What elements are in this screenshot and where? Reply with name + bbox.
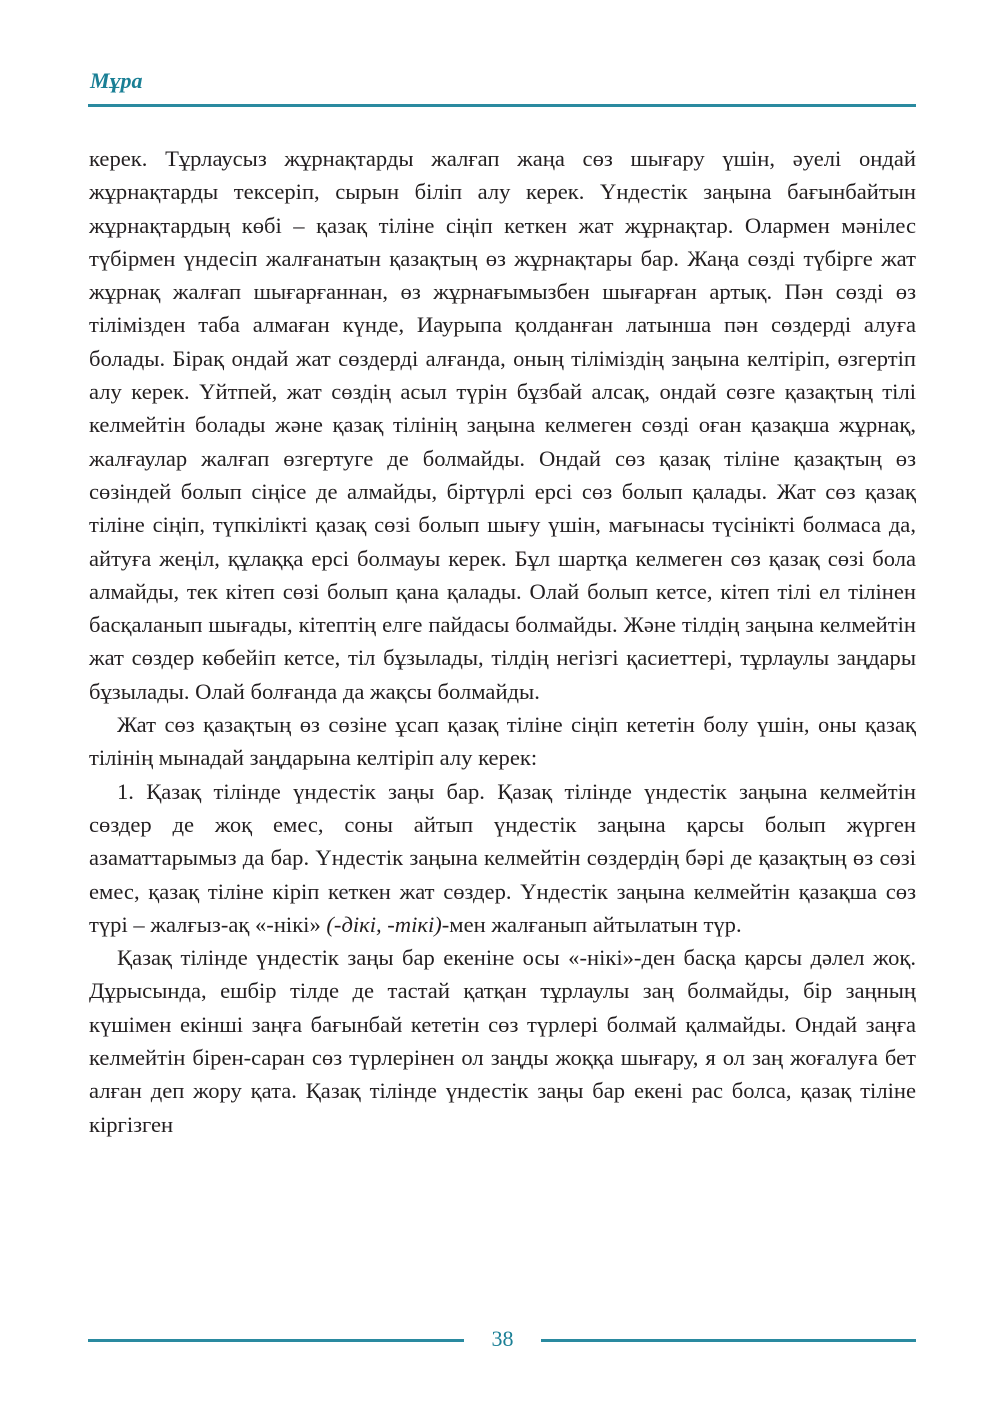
paragraph-italic-text: (-дікі, -тікі) bbox=[326, 911, 442, 937]
paragraph bbox=[89, 775, 916, 941]
footer-rule-left bbox=[88, 1339, 464, 1342]
paragraph-text: -мен жалғанып айтылатын түр. bbox=[441, 911, 742, 937]
page-number: 38 bbox=[491, 1326, 514, 1351]
header-rule bbox=[88, 104, 916, 107]
running-header-title: Мұра bbox=[90, 68, 143, 93]
paragraph: керек. Тұрлаусыз жұрнақтарды жалғап жаңа сөз шығару үшін, әуелі ондай жұрнақтарды тексеріп, сырын біліп алу керек. Үндестік заңына бағынбайтын жұрнақтардың көбі – қазақ тіліне сіңіп кеткен жат жұрнақтар. Олармен мәнілес түбірмен үндесіп жалғанатын қазақтың өз жұрнақтары бар. Жаңа сөзді түбірге жат жұрнақ жалғап шығарғаннан, өз жұрнағымызбен шығарған артық. Пән сөзді өз тілімізден таба алмаған күнде, Иаурыпа қолданған латынша пән сөздерді алуға болады. Бірақ ондай жат сөздерді алғанда, оның тіліміздің заңына келтіріп, өзгертіп алу керек. Үйтпей, жат сөздің асыл түрін бұзбай алсақ, ондай сөзге қазақтың тілі келмейтін болады және қазақ тілінің заңына келмеген сөзді оған қазақша жұрнақ, жалғаулар жалғап өзгертуге де болмайды. Ондай сөз қазақ тіліне қазақтың өз сөзіндей болып сіңісе де алмайды, біртүрлі ерсі сөз болып қалады. Жат сөз қазақ тіліне сіңіп, түпкілікті қазақ сөзі болып шығу үшін, мағынасы түсінікті болмаса да, айтуға жеңіл, құлаққа ерсі болмауы керек. Бұл шартқа келмеген сөз қазақ сөзі бола алмайды, тек кітеп сөзі болып қана қалады. Олай болып кетсе, кітеп тілі ел тілінен басқаланып шығады, кітептің елге пайдасы болмайды. Және тілдің заңына келмейтін жат сөздер көбейіп кетсе, тіл бұзылады, тілдің негізгі қасиеттері, тұрлаулы заңдары бұзылады. Олай болғанда да жақсы болмайды. bbox=[89, 146, 916, 704]
paragraph-text: 1. Қазақ тілінде үндестік заңы бар. Қазақ тілінде үндестік заңына келмейтін сөздер де жоқ емес, соны айтып үндестік заңына қарсы болып жүрген азаматтарымыз да бар. Үндестік заңына келмейтін сөздердің бәрі де қазақтың өз сөзі емес, қазақ тіліне кіріп кеткен жат сөздер. Үндестік заңына келмейтін қазақша сөз түрі – жалғыз-ақ «-нікі» bbox=[89, 778, 916, 937]
paragraph: Қазақ тілінде үндестік заңы бар екеніне осы «-нікі»-ден басқа қарсы дәлел жоқ. Дұрысында, ешбір тілде де тастай қатқан тұрлаулы заң болмайды, бір заңның күшімен екінші заңға бағынбай кететін сөз түрлері болмай қалмайды. Ондай заңға келмейтін бірен-саран сөз түрлерінен ол заңды жоққа шығару, я ол заң жоғалуға бет алған деп жору қата. Қазақ тілінде үндестік заңы бар екені рас болса, қазақ тіліне кіргізген bbox=[89, 945, 916, 1137]
body-text bbox=[89, 142, 916, 1141]
paragraph: Жат сөз қазақтың өз сөзіне ұсап қазақ тіліне сіңіп кететін болу үшін, оны қазақ тілінің мынадай заңдарына келтіріп алу керек: bbox=[89, 712, 916, 771]
footer-rule-right bbox=[541, 1339, 916, 1342]
